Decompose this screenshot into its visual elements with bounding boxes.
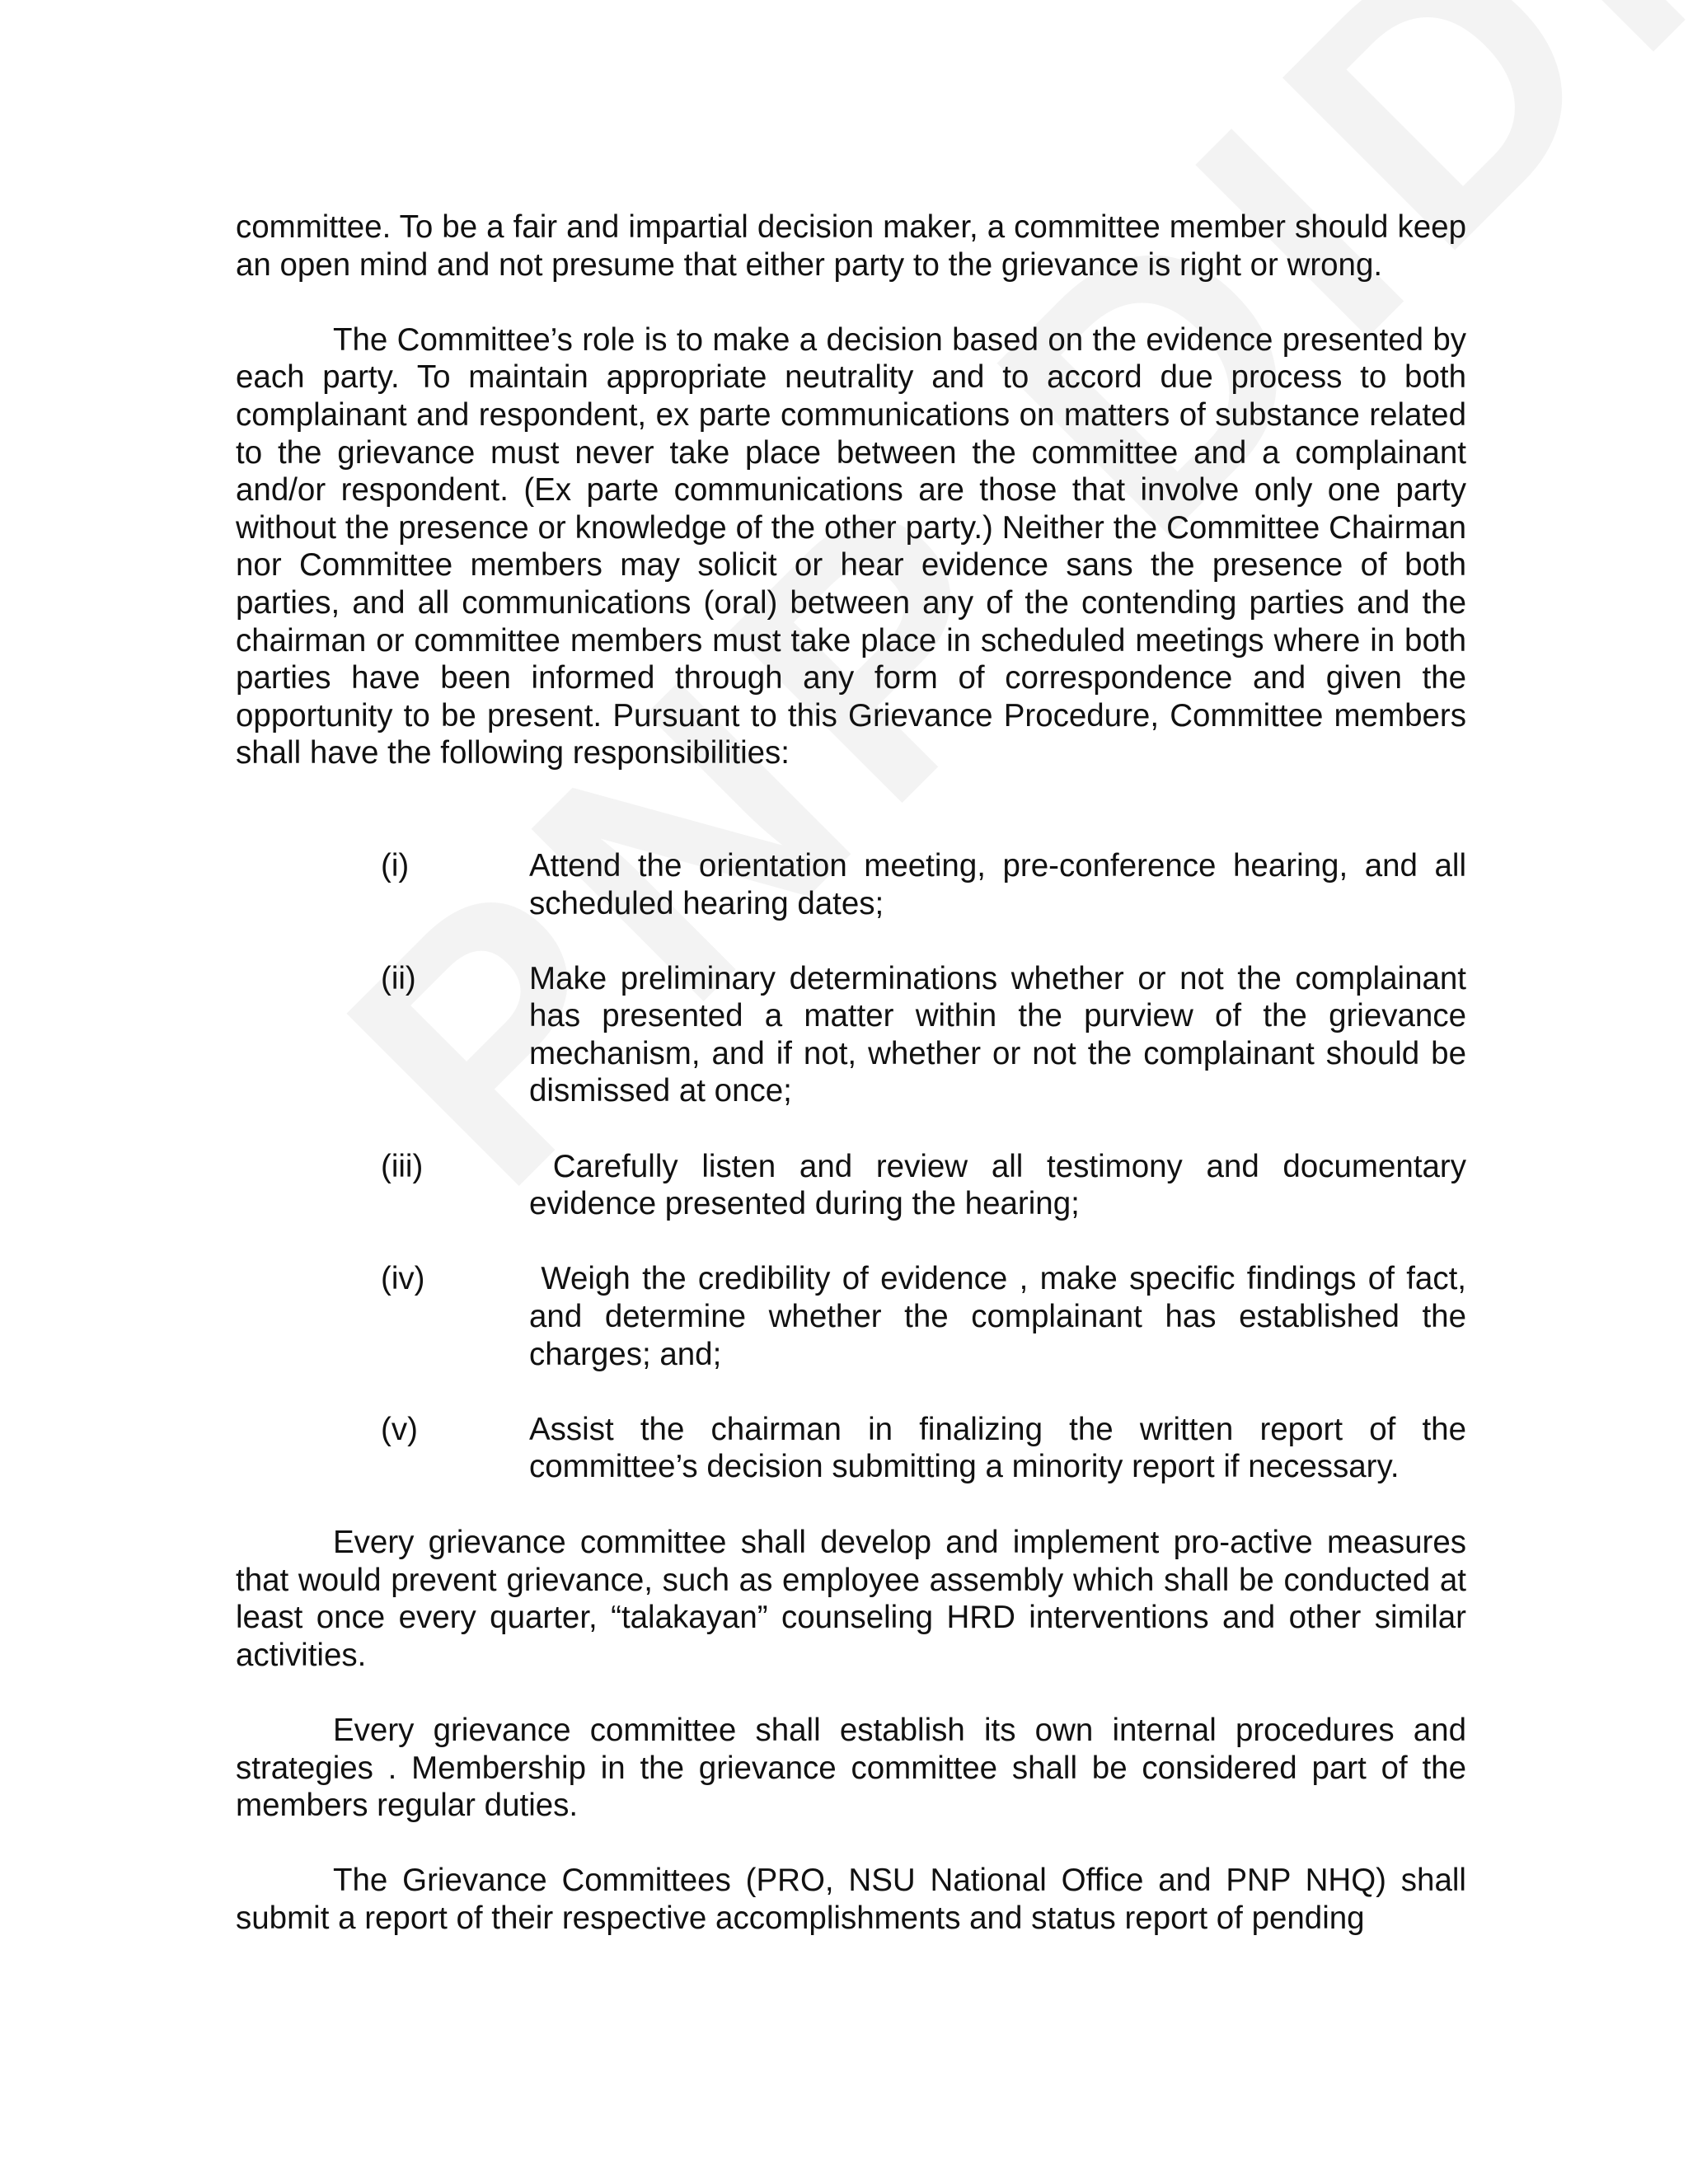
- list-item-marker: (ii): [381, 960, 416, 996]
- paragraph-internal-procedures: Every grievance committee shall establish its own internal procedures and strategies . Membership in the grievance committee shall be considered part of the members regular duties.: [236, 1712, 1466, 1824]
- paragraph-continuation: committee. To be a fair and impartial decision maker, a committee member should keep an open mind and not presume that either party to the grievance is right or wrong.: [236, 209, 1466, 283]
- list-item: [236, 960, 1466, 1110]
- document-body: [236, 209, 1475, 1938]
- list-item-marker: (iii): [381, 1148, 424, 1184]
- list-item-text: Attend the orientation meeting, pre-conference hearing, and all scheduled hearing dates;: [529, 847, 1466, 921]
- list-item-text: Assist the chairman in finalizing the written report of the committee’s decision submitting a minority report if necessary.: [529, 1411, 1466, 1485]
- list-item: [236, 1260, 1475, 1373]
- list-item-marker: (v): [381, 1411, 418, 1447]
- list-item-text: Carefully listen and review all testimony and documentary evidence presented during the hearing;: [529, 1148, 1475, 1222]
- paragraph-report-submission: The Grievance Committees (PRO, NSU National Office and PNP NHQ) shall submit a report of their respective accomplishments and status report of pending: [236, 1863, 1466, 1936]
- list-item: [236, 847, 1466, 922]
- list-item-text: Weigh the credibility of evidence , make specific findings of fact, and determine whether the complainant has established the charges; and;: [529, 1261, 1475, 1372]
- paragraph-committee-role: The Committee’s role is to make a decision based on the evidence presented by each party. To maintain appropriate neutrality and to accord due process to both complainant and respondent, ex parte communications on matters of substance related to the grievance must never take place between the committee and a complainant and/or respondent. (Ex parte communications are those that involve only one party without the presence or knowledge of the other party.) Neither the Committee Chairman nor Committee members may solicit or hear evidence sans the presence of both parties, and all communications (oral) between any of the contending parties and the chairman or committee members must take place in scheduled meetings where in both parties have been informed through any form of correspondence and given the opportunity to be present. Pursuant to this Grievance Procedure, Committee members shall have the following responsibilities:: [236, 321, 1466, 771]
- list-item: [236, 1411, 1466, 1486]
- list-item-marker: (iv): [381, 1261, 425, 1297]
- list-item-marker: (i): [381, 847, 410, 883]
- list-item-text: Make preliminary determinations whether or not the complainant has presented a matter within the purview of the grievance mechanism, and if not, whether or not the complainant should be dismissed at once;: [529, 960, 1466, 1109]
- responsibilities-list: [236, 847, 1475, 1486]
- paragraph-proactive-measures: Every grievance committee shall develop and implement pro-active measures that would prevent grievance, such as employee assembly which shall be conducted at least once every quarter, “talakayan” counseling HRD interventions and other similar activities.: [236, 1525, 1466, 1673]
- list-item: [236, 1148, 1475, 1223]
